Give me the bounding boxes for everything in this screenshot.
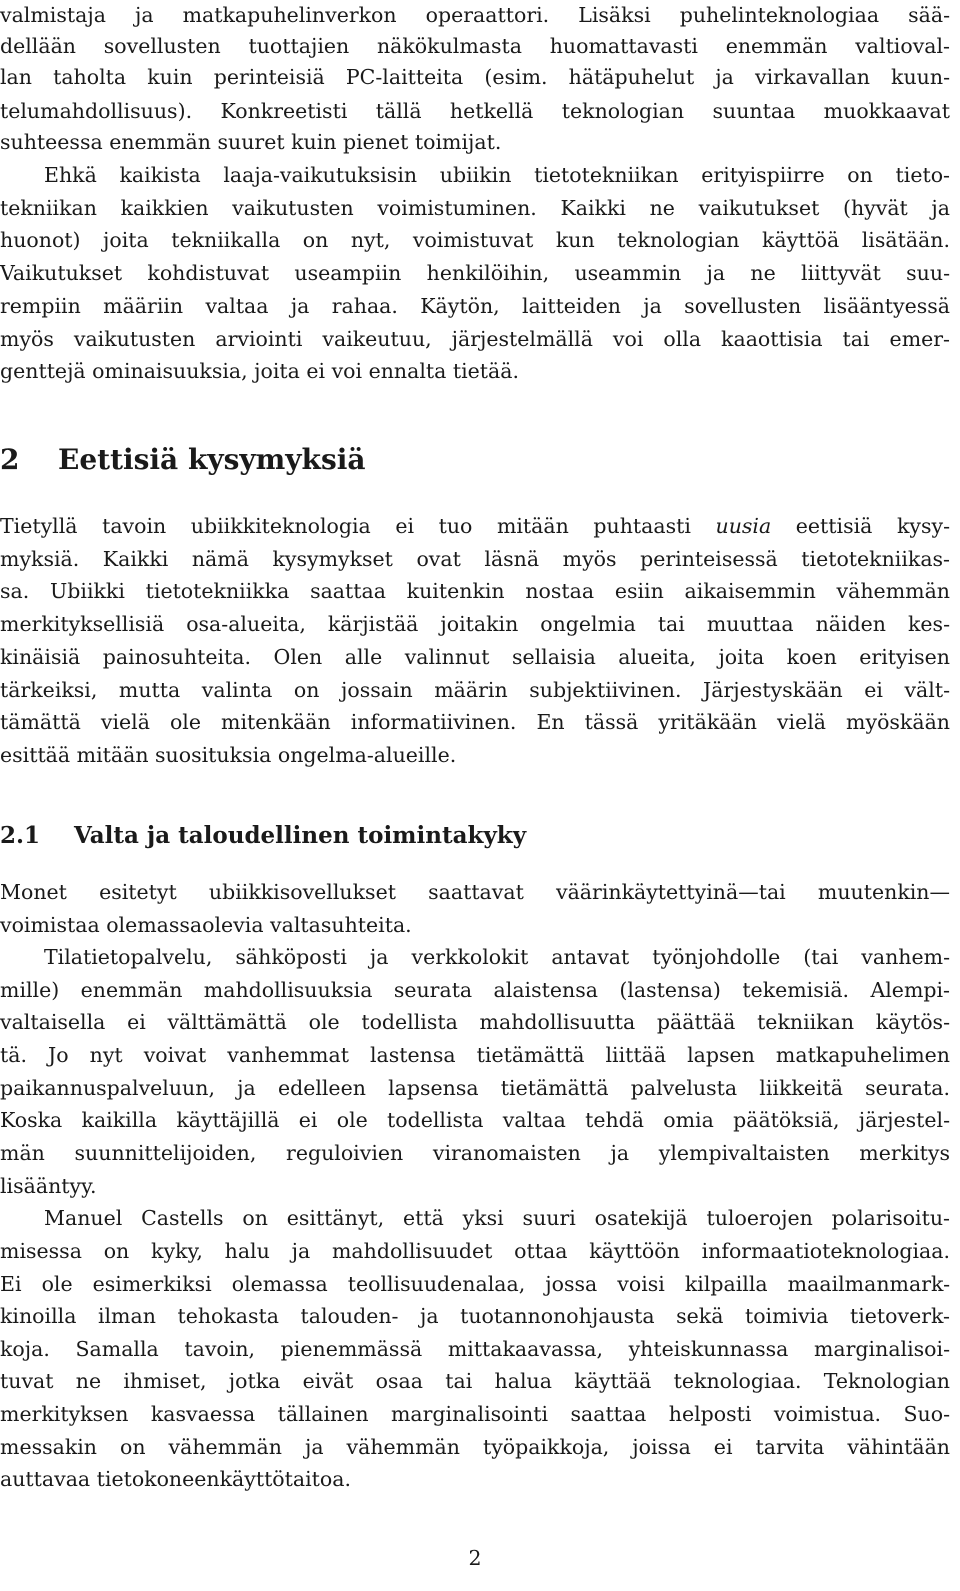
subsection-heading — [0, 820, 526, 852]
subsection-title: Valta ja taloudellinen toimintakyky — [74, 822, 527, 849]
paragraph-line: Ei ole esimerkiksi olemassa teollisuudenalaa, jossa voisi kilpailla maailmanmark- — [0, 1272, 950, 1296]
emphasis-text: uusia — [715, 514, 772, 538]
paragraph-line: lisääntyy. — [0, 1174, 97, 1198]
paragraph-line: Koska kaikilla käyttäjillä ei ole todellista valtaa tehdä omia päätöksiä, järjestel- — [0, 1108, 950, 1132]
paragraph-line: Vaikutukset kohdistuvat useampiin henkilöihin, useammin ja ne liittyvät suu- — [0, 261, 950, 285]
paragraph-line: valtaisella ei välttämättä ole todellista mahdollisuutta päättää tekniikan käytös- — [0, 1010, 950, 1034]
paragraph-line: mille) enemmän mahdollisuuksia seurata alaistensa (lastensa) tekemisiä. Alempi- — [0, 978, 950, 1002]
paragraph-line: Ehkä kaikista laaja-vaikutuksisin ubiikin tietotekniikan erityispiirre on tieto- — [44, 163, 950, 187]
paragraph-line: tekniikan kaikkien vaikutusten voimistuminen. Kaikki ne vaikutukset (hyvät ja — [0, 196, 950, 220]
section-heading — [0, 442, 366, 478]
paragraph-line: lan taholta kuin perinteisiä PC-laitteita (esim. hätäpuhelut ja virkavallan kuun- — [0, 65, 950, 89]
paragraph-line: myksiä. Kaikki nämä kysymykset ovat läsnä myös perinteisessä tietotekniikas- — [0, 547, 950, 571]
paragraph-line: myös vaikutusten arviointi vaikeutuu, järjestelmällä voi olla kaaottisia tai emer- — [0, 327, 950, 351]
paragraph-line: esittää mitään suosituksia ongelma-alueille. — [0, 743, 457, 767]
page-number: 2 — [468, 1546, 482, 1570]
paragraph-line: kinoilla ilman tehokasta talouden- ja tuotannonohjausta sekä toimivia tietoverk- — [0, 1304, 950, 1328]
paragraph-line: genttejä ominaisuuksia, joita ei voi ennalta tietää. — [0, 359, 520, 383]
paragraph-line: suhteessa enemmän suuret kuin pienet toimijat. — [0, 130, 502, 154]
paragraph-line: dellään sovellusten tuottajien näkökulmasta huomattavasti enemmän valtioval- — [0, 34, 950, 58]
paragraph-line: voimistaa olemassaolevia valtasuhteita. — [0, 913, 412, 937]
paragraph-line: tuvat ne ihmiset, jotka eivät osaa tai halua käyttää teknologiaa. Teknologian — [0, 1369, 950, 1393]
paragraph-line: rempiin määriin valtaa ja rahaa. Käytön, laitteiden ja sovellusten lisääntyessä — [0, 294, 950, 318]
paragraph-line: huonot) joita tekniikalla on nyt, voimistuvat kun teknologian käyttöä lisätään. — [0, 228, 950, 252]
paragraph-line: sa. Ubiikki tietotekniikka saattaa kuitenkin nostaa esiin aikaisemmin vähemmän — [0, 579, 950, 603]
subsection-number: 2.1 — [0, 822, 41, 849]
paragraph-line: messakin on vähemmän ja vähemmän työpaikkoja, joissa ei tarvita vähintään — [0, 1435, 950, 1459]
paragraph-line: tä. Jo nyt voivat vanhemmat lastensa tietämättä liittää lapsen matkapuhelimen — [0, 1043, 950, 1067]
paragraph-line: telumahdollisuus). Konkreetisti tällä hetkellä teknologian suuntaa muokkaavat — [0, 99, 950, 123]
paragraph-line: valmistaja ja matkapuhelinverkon operaattori. Lisäksi puhelinteknologiaa sää- — [0, 3, 950, 27]
text-run: Tietyllä tavoin ubiikkiteknologia ei tuo mitään puhtaasti — [0, 514, 691, 538]
section-number: 2 — [0, 443, 20, 476]
paragraph-line: paikannuspalveluun, ja edelleen lapsensa tietämättä palvelusta liikkeitä seurata. — [0, 1076, 950, 1100]
paragraph-line: kinäisiä painosuhteita. Olen alle valinnut sellaisia alueita, joita koen erityisen — [0, 645, 950, 669]
paragraph-line: auttavaa tietokoneenkäyttötaitoa. — [0, 1467, 351, 1491]
paragraph-line: män suunnittelijoiden, reguloivien viranomaisten ja ylempivaltaisten merkitys — [0, 1141, 950, 1165]
paragraph-line: Monet esitetyt ubiikkisovellukset saattavat väärinkäytettyinä—tai muutenkin— — [0, 880, 950, 904]
section-title: Eettisiä kysymyksiä — [58, 443, 366, 476]
text-run: eettisiä kysy- — [795, 514, 950, 538]
paragraph-line: merkityksen kasvaessa tällainen marginalisointi saattaa helposti voimistua. Suo- — [0, 1402, 950, 1426]
paragraph-line: Tilatietopalvelu, sähköposti ja verkkolokit antavat työnjohdolle (tai vanhem- — [44, 945, 950, 969]
paragraph-line: misessa on kyky, halu ja mahdollisuudet ottaa käyttöön informaatioteknologiaa. — [0, 1239, 950, 1263]
paragraph-line: koja. Samalla tavoin, pienemmässä mittakaavassa, yhteiskunnassa marginalisoi- — [0, 1337, 950, 1361]
paragraph-line: Manuel Castells on esittänyt, että yksi suuri osatekijä tuloerojen polarisoitu- — [44, 1206, 950, 1230]
paragraph-line: merkityksellisiä osa-alueita, kärjistää joitakin ongelmia tai muuttaa näiden kes- — [0, 612, 950, 636]
paragraph-line — [0, 511, 950, 541]
paragraph-line: tämättä vielä ole mitenkään informatiivinen. En tässä yritäkään vielä myöskään — [0, 710, 950, 734]
paragraph-line: tärkeiksi, mutta valinta on jossain määrin subjektiivinen. Järjestyskään ei vält- — [0, 678, 950, 702]
